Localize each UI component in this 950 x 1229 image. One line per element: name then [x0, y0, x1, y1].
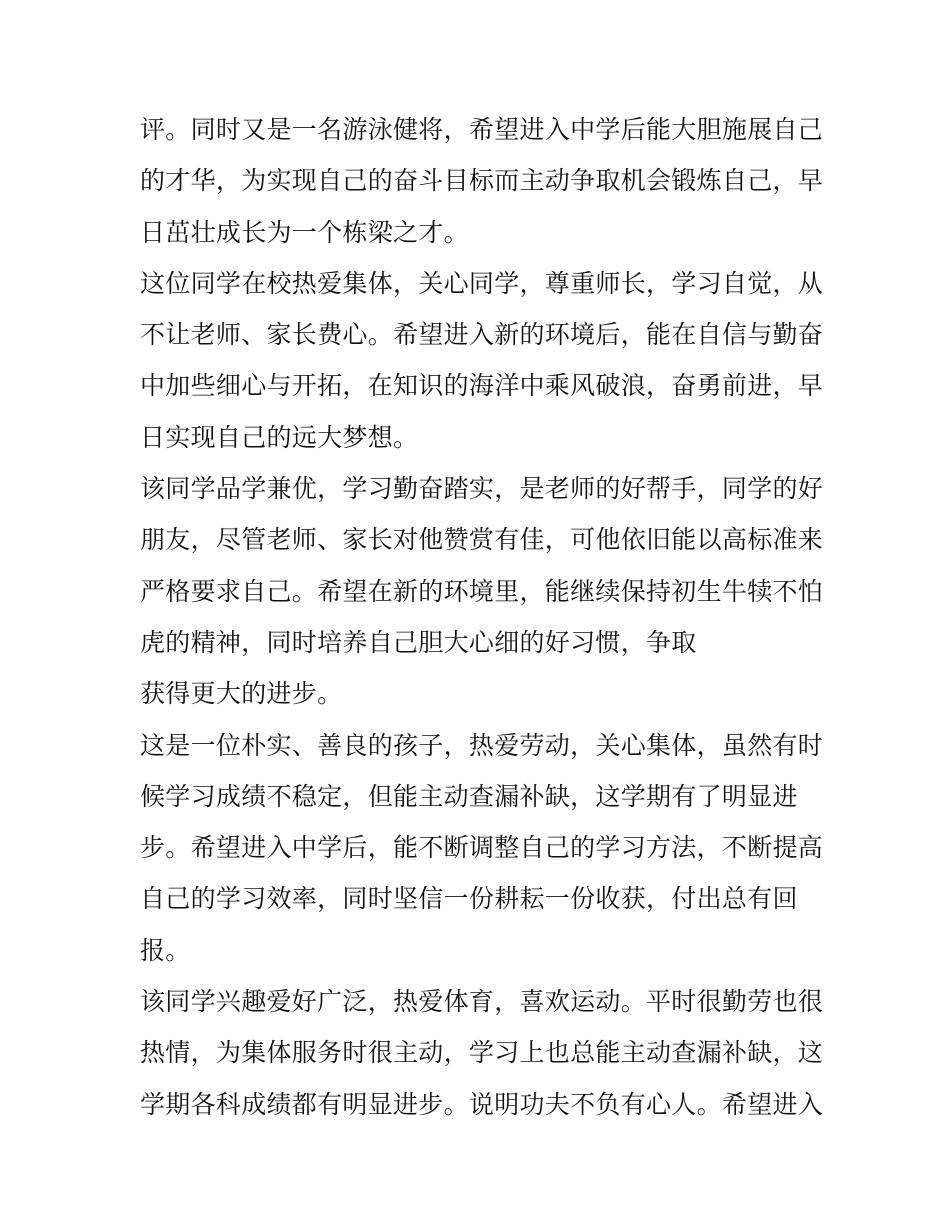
text-line: 朋友，尽管老师、家长对他赞赏有佳，可他依旧能以高标准来	[140, 525, 824, 555]
text-line: 中加些细心与开拓，在知识的海洋中乘风破浪，奋勇前进，早	[140, 371, 824, 401]
text-line: 虎的精神，同时培养自己胆大心细的好习惯，争取	[140, 627, 697, 657]
text-line: 日茁壮成长为一个栋梁之才。	[140, 217, 469, 247]
text-line: 报。	[140, 935, 191, 965]
text-line: 步。希望进入中学后，能不断调整自己的学习方法，不断提高	[140, 833, 824, 863]
text-line: 获得更大的进步。	[140, 679, 343, 709]
text-line: 该同学兴趣爱好广泛，热爱体育，喜欢运动。平时很勤劳也很	[140, 987, 824, 1017]
text-line: 评。同时又是一名游泳健将，希望进入中学后能大胆施展自己	[140, 115, 824, 144]
document-body	[140, 104, 824, 1130]
text-line: 该同学品学兼优，学习勤奋踏实，是老师的好帮手，同学的好	[140, 474, 824, 504]
text-line: 的才华，为实现自己的奋斗目标而主动争取机会锻炼自己，早	[140, 166, 824, 196]
text-line: 自己的学习效率，同时坚信一份耕耘一份收获，付出总有回	[140, 884, 798, 914]
text-line: 这是一位朴实、善良的孩子，热爱劳动，关心集体，虽然有时	[140, 730, 824, 760]
text-line: 热情，为集体服务时很主动，学习上也总能主动查漏补缺，这	[140, 1038, 824, 1068]
text-line: 严格要求自己。希望在新的环境里，能继续保持初生牛犊不怕	[140, 576, 824, 606]
text-line: 候学习成绩不稳定，但能主动查漏补缺，这学期有了明显进	[140, 781, 798, 811]
text-line: 日实现自己的远大梦想。	[140, 422, 419, 452]
text-line: 不让老师、家长费心。希望进入新的环境后，能在自信与勤奋	[140, 320, 824, 350]
text-line: 这位同学在校热爱集体，关心同学，尊重师长，学习自觉，从	[140, 268, 824, 298]
text-line: 学期各科成绩都有明显进步。说明功夫不负有心人。希望进入	[140, 1089, 824, 1119]
